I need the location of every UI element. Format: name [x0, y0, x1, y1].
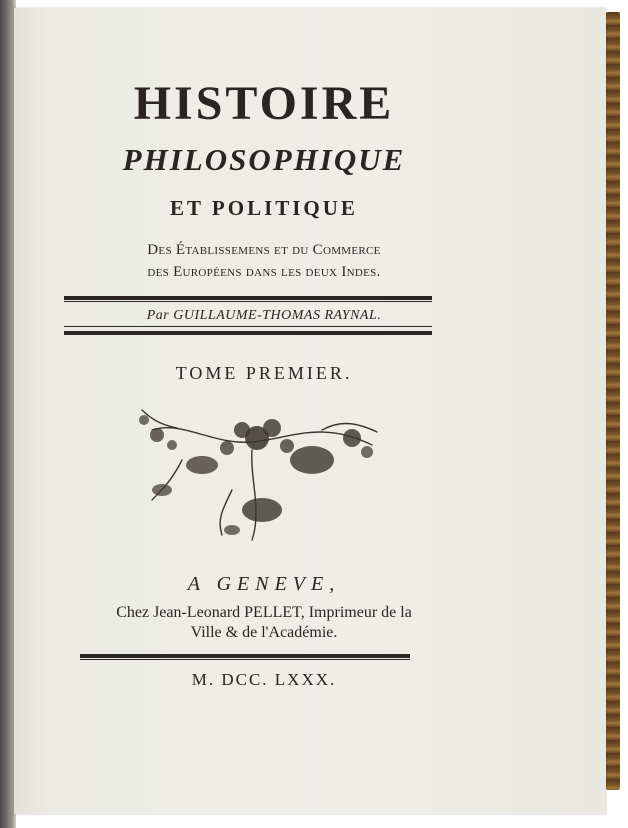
imprint-rule-thin [80, 659, 410, 660]
subtitle-line-1: Des Établissemens et du Commerce [147, 242, 381, 258]
place-of-publication: A GENEVE, [187, 573, 341, 595]
volume-label: TOME PREMIER. [175, 363, 353, 383]
publisher-line-1: Chez Jean-Leonard PELLET, Imprimeur de la [116, 604, 412, 621]
publisher-line-2: Ville & de l'Académie. [190, 624, 338, 641]
title-histoire: HISTOIRE [133, 77, 395, 130]
title-page [14, 8, 606, 814]
double-rule-bottom [64, 331, 432, 335]
imprint-rule [80, 654, 410, 658]
publication-date: M. DCC. LXXX. [191, 670, 337, 689]
title-et-politique: ET POLITIQUE [170, 196, 358, 220]
title-philosophique: PHILOSOPHIQUE [122, 142, 406, 177]
double-rule-top-thin [64, 301, 432, 302]
book-spine [606, 12, 620, 790]
double-rule-top [64, 296, 432, 300]
subtitle-line-2: des Européens dans les deux Indes. [147, 264, 381, 280]
double-rule-bottom-thin [64, 326, 432, 327]
floral-vignette-ornament [122, 390, 392, 554]
author-line: Par GUILLAUME-THOMAS RAYNAL. [146, 308, 382, 323]
